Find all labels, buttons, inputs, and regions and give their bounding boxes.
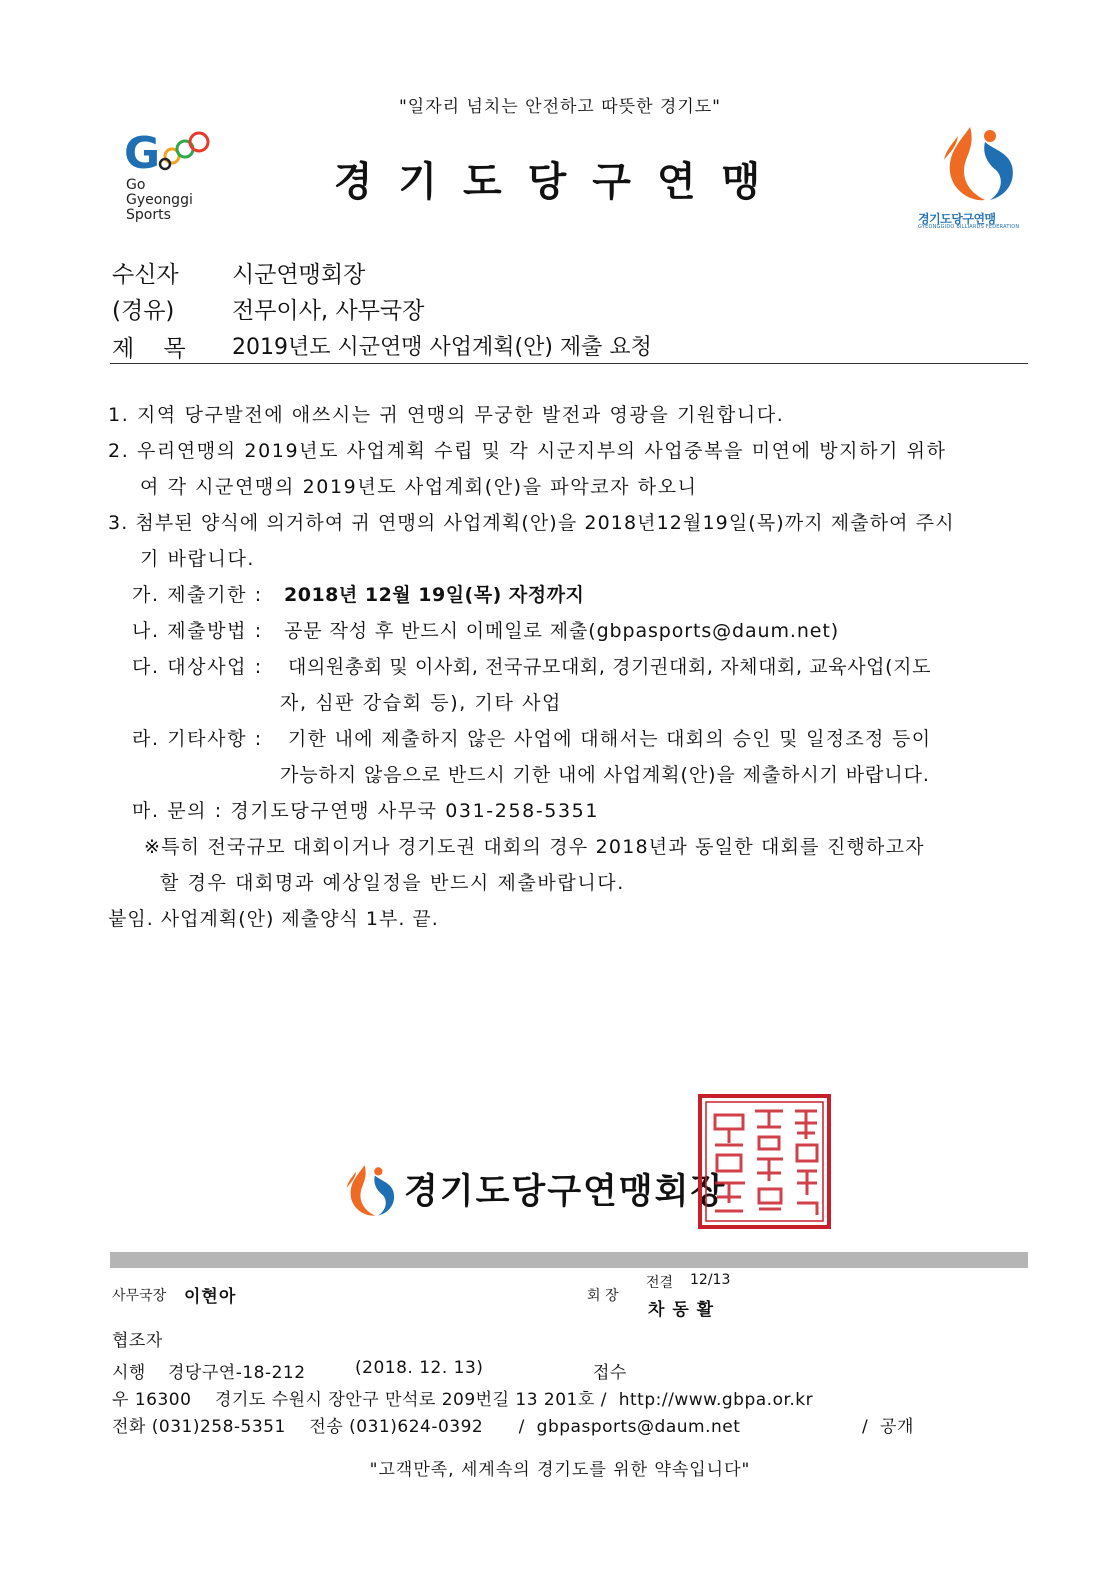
item-ra-value-line-1: 기한 내에 제출하지 않은 사업에 대해서는 대회의 승인 및 일정조정 등이 xyxy=(288,728,932,750)
paragraph-2-line-2: 여 각 시군연맹의 2019년도 사업계회(안)을 파악코자 하오니 xyxy=(140,476,698,498)
item-na-value: 공문 작성 후 반드시 이메일로 제출(gbpasports@daum.net) xyxy=(284,620,840,642)
paragraph-3-line-1: 3. 첨부된 양식에 의거하여 귀 연맹의 사업계획(안)을 2018년12월19일(목)까지 제출하여 주시 xyxy=(108,512,955,534)
logo-left-text: Go Gyeonggi Sports xyxy=(126,177,193,223)
secretary-name: 이현아 xyxy=(184,1287,237,1307)
svg-text:G: G xyxy=(124,128,161,179)
recipient-label: 수신자 xyxy=(112,262,179,288)
signature-flame-logo-icon xyxy=(337,1160,399,1222)
enforce-number: 경당구연-18-212 xyxy=(168,1363,306,1383)
item-ga-label: 가. 제출기한 : xyxy=(132,584,263,606)
cooperator-label: 협조자 xyxy=(112,1331,163,1351)
footer-divider-bar xyxy=(110,1252,1028,1268)
paragraph-3-line-2: 기 바랍니다. xyxy=(140,548,256,570)
via-value: 전무이사, 사무국장 xyxy=(232,298,425,324)
disclosure-label: / 공개 xyxy=(862,1417,914,1437)
logo-right-text: 경기도당구연맹 xyxy=(918,212,996,226)
item-ra-label: 라. 기타사항 : xyxy=(132,728,263,750)
address-line: 우 16300 경기도 수원시 장안구 만석로 209번길 13 201호 / http://www.gbpa.or.kr xyxy=(112,1390,814,1410)
paragraph-2-line-1: 2. 우리연맹의 2019년도 사업계획 수립 및 각 시군지부의 사업중복을 미연에 방지하기 위하 xyxy=(108,440,947,462)
item-da-value-line-2: 자, 심판 강습회 등), 기타 사업 xyxy=(280,692,562,714)
via-label: (경유) xyxy=(112,298,175,324)
signature-text: 경기도당구연맹회장 xyxy=(404,1171,727,1212)
paragraph-1: 1. 지역 당구발전에 애쓰시는 귀 연맹의 무궁한 발전과 영광을 기원합니다. xyxy=(108,404,785,426)
note-line-1: ※특히 전국규모 대회이거나 경기도권 대회의 경우 2018년과 동일한 대회를 진행하고자 xyxy=(144,836,925,858)
item-ma-contact: 마. 문의 : 경기도당구연맹 사무국 031-258-5351 xyxy=(132,800,600,822)
secretary-label: 사무국장 xyxy=(112,1288,167,1304)
subject-value: 2019년도 시군연맹 사업계획(안) 제출 요청 xyxy=(232,335,652,360)
logo-right-subtext: GYEONGGIDO BILLIARDS FEDERATION xyxy=(918,224,1020,230)
president-label: 회 장 xyxy=(587,1288,619,1304)
official-seal-icon xyxy=(697,1093,832,1230)
recipient-value: 시군연맹회장 xyxy=(232,262,366,288)
receipt-label: 접수 xyxy=(593,1363,627,1383)
item-da-value-line-1: 대의원총회 및 이사회, 전국규모대회, 경기권대회, 자체대회, 교육사업(지도 xyxy=(288,656,932,678)
president-name: 차 동 활 xyxy=(648,1300,715,1320)
attachment-line: 붙임. 사업계획(안) 제출양식 1부. 끝. xyxy=(108,908,439,930)
item-ra-value-line-2: 가능하지 않음으로 반드시 기한 내에 사업계획(안)을 제출하시기 바랍니다. xyxy=(280,764,930,786)
subject-label: 제 목 xyxy=(112,336,186,362)
enforce-label: 시행 xyxy=(112,1363,146,1383)
header-divider xyxy=(110,363,1028,364)
bottom-slogan: "고객만족, 세계속의 경기도를 위한 약속입니다" xyxy=(369,1460,751,1480)
top-slogan: "일자리 넘치는 안전하고 따뜻한 경기도" xyxy=(398,97,721,117)
document-title: 경기도당구연맹 xyxy=(333,158,787,205)
item-na-label: 나. 제출방법 : xyxy=(132,620,263,642)
item-da-label: 다. 대상사업 : xyxy=(132,656,263,678)
approval-label: 전결 xyxy=(646,1275,674,1291)
item-ga-value: 2018년 12월 19일(목) 자정까지 xyxy=(284,584,585,606)
approval-date: 12/13 xyxy=(690,1272,731,1288)
note-line-2: 할 경우 대회명과 예상일정을 반드시 제출바랍니다. xyxy=(160,872,625,894)
phone-line: 전화 (031)258-5351 전송 (031)624-0392 / gbpasports@daum.net xyxy=(112,1417,741,1437)
flame-logo-icon xyxy=(930,122,1020,207)
enforce-date: (2018. 12. 13) xyxy=(355,1358,484,1378)
